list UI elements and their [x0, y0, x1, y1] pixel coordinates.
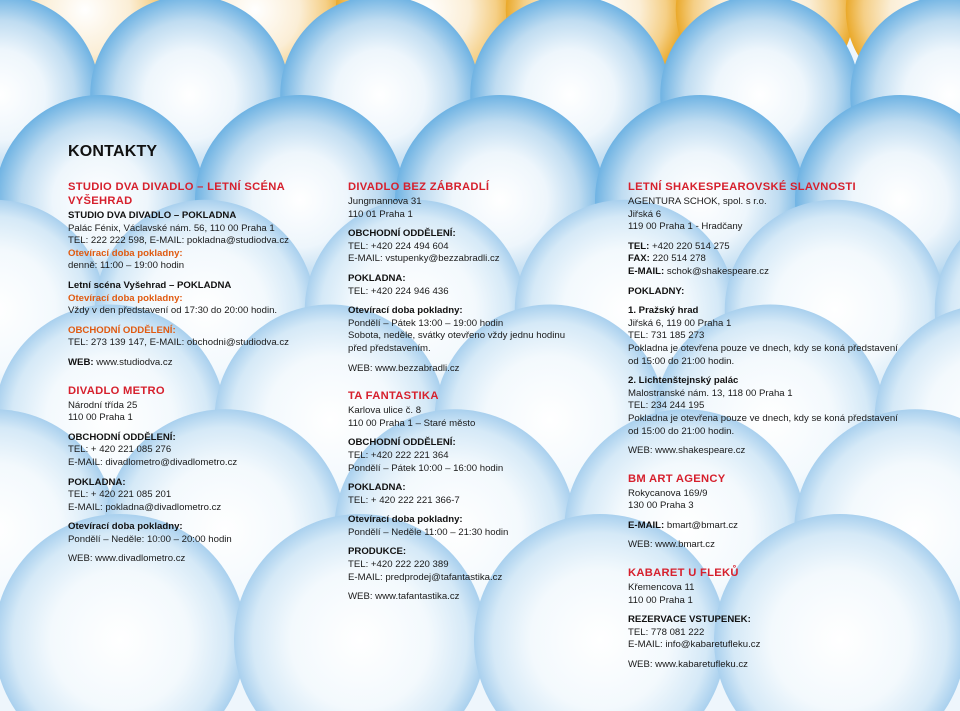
bm-address-2: 130 00 Praha 3: [628, 500, 694, 512]
ta-obchod-tel: TEL: +420 222 221 364: [348, 449, 449, 461]
column-right: [628, 180, 918, 672]
metro-pokladna-tel: TEL: + 420 221 085 201: [68, 489, 172, 501]
ta-pokladna-tel: TEL: + 420 222 221 366-7: [348, 494, 460, 506]
kabaret-title: KABARET U FLEKŮ: [628, 567, 739, 580]
bez-pokladna-tel: TEL: +420 224 946 436: [348, 285, 449, 297]
shakespeare-address-2: 119 00 Praha 1 - Hradčany: [628, 221, 743, 233]
bez-obchod-email[interactable]: E-MAIL: vstupenky@bezzabradli.cz: [348, 253, 500, 265]
shakespeare-email: [628, 266, 918, 279]
bez-obchod-tel: TEL: +420 224 494 604: [348, 240, 449, 252]
ta-hours: Pondělí – Neděle 11:00 – 21:30 hodin: [348, 526, 509, 538]
kabaret-tel: TEL: 778 081 222: [628, 626, 705, 638]
bez-address-1: Jungmannova 31: [348, 196, 422, 207]
metro-hours: Pondělí – Neděle: 10:00 – 20:00 hodin: [68, 533, 232, 545]
bez-hours-heading: Otevírací doba pokladny:: [348, 305, 463, 317]
bez-zabradli-title: DIVADLO BEZ ZÁBRADLÍ: [348, 181, 490, 193]
bm-address-1: Rokycanova 169/9: [628, 487, 708, 499]
bez-hours-1: Pondělí – Pátek 13:00 – 19:00 hodin: [348, 317, 504, 329]
tel-label: TEL:: [628, 240, 650, 252]
email-label: E-MAIL:: [628, 265, 665, 277]
ta-produkce-heading: PRODUKCE:: [348, 546, 407, 558]
kabaret-rezervace-heading: REZERVACE VSTUPENEK:: [628, 614, 751, 626]
ta-pokladna-heading: POKLADNA:: [348, 482, 406, 494]
shakespeare-web[interactable]: WEB: www.shakespeare.cz: [628, 445, 746, 457]
metro-obchod-email[interactable]: E-MAIL: divadlometro@divadlometro.cz: [68, 456, 238, 468]
bm-email: [628, 520, 918, 533]
venue-1-tel: TEL: 731 185 273: [628, 330, 705, 342]
shakespeare-fax: [628, 253, 918, 266]
studio-hours: denně: 11:00 – 19:00 hodin: [68, 260, 185, 272]
bm-email-label: E-MAIL:: [628, 519, 665, 531]
column-middle: [348, 180, 608, 604]
metro-title: DIVADLO METRO: [68, 384, 165, 397]
venue-2-address: Malostranské nám. 13, 118 00 Praha 1: [628, 387, 793, 399]
venue-1-title: 1. Pražský hrad: [628, 305, 699, 317]
bm-art-title: BM ART AGENCY: [628, 472, 726, 485]
letni-scena-heading: Letní scéna Vyšehrad – POKLADNA: [68, 279, 232, 291]
studio-pokladna-heading: STUDIO DVA DIVADLO – POKLADNA: [68, 210, 237, 221]
ta-produkce-tel: TEL: +420 222 220 389: [348, 559, 449, 571]
page-title: KONTAKTY: [68, 143, 158, 160]
ta-address-2: 110 00 Praha 1 – Staré město: [348, 417, 476, 429]
venue-2-tel: TEL: 234 244 195: [628, 400, 705, 412]
column-left: [68, 180, 328, 566]
studio-obchod-heading: OBCHODNÍ ODDĚLENÍ:: [68, 324, 176, 336]
venue-1-address: Jiřská 6, 119 00 Praha 1: [628, 317, 732, 329]
studio-web-label: WEB:: [68, 356, 94, 368]
ta-fantastika-title: TA FANTASTIKA: [348, 390, 439, 403]
bez-obchod-heading: OBCHODNÍ ODDĚLENÍ:: [348, 228, 456, 240]
metro-address-2: 110 00 Praha 1: [68, 412, 133, 424]
bez-hours-2: Sobota, neděle, svátky otevřeno vždy jednu hodinu před představením.: [348, 330, 566, 354]
studio-hours-heading: Otevírací doba pokladny:: [68, 247, 183, 259]
letni-hours-heading: Otevírací doba pokladny:: [68, 292, 183, 304]
shakespeare-pokladny-heading: POKLADNY:: [628, 285, 685, 297]
bez-address-2: 110 01 Praha 1: [348, 208, 413, 220]
ta-produkce-email[interactable]: E-MAIL: predprodej@tafantastika.cz: [348, 571, 503, 583]
kabaret-address-1: Křemencova 11: [628, 582, 695, 594]
studio-dva-title: STUDIO DVA DIVADLO – LETNÍ SCÉNA VYŠEHRAD: [68, 181, 285, 207]
ta-obchod-hours: Pondělí – Pátek 10:00 – 16:00 hodin: [348, 462, 504, 474]
metro-obchod-tel: TEL: + 420 221 085 276: [68, 444, 172, 456]
ta-obchod-heading: OBCHODNÍ ODDĚLENÍ:: [348, 437, 456, 449]
metro-pokladna-heading: POKLADNA:: [68, 476, 126, 488]
studio-web: [68, 357, 328, 370]
metro-obchod-heading: OBCHODNÍ ODDĚLENÍ:: [68, 431, 176, 443]
metro-pokladna-email[interactable]: E-MAIL: pokladna@divadlometro.cz: [68, 501, 222, 513]
venue-2-note: Pokladna je otevřena pouze ve dnech, kdy se koná představení od 15:00 do 21:00 hodin.: [628, 412, 898, 437]
ta-web[interactable]: WEB: www.tafantastika.cz: [348, 591, 460, 603]
kabaret-email[interactable]: E-MAIL: info@kabaretufleku.cz: [628, 639, 761, 651]
email-value[interactable]: schok@shakespeare.cz: [666, 265, 769, 277]
studio-tel-email: TEL: 222 222 598, E-MAIL: pokladna@studiodva.cz: [68, 235, 289, 247]
kabaret-address-2: 110 00 Praha 1: [628, 594, 693, 606]
bm-email-value[interactable]: bmart@bmart.cz: [666, 519, 738, 531]
metro-hours-heading: Otevírací doba pokladny:: [68, 521, 183, 533]
ta-hours-heading: Otevírací doba pokladny:: [348, 514, 463, 526]
shakespeare-tel: [628, 241, 918, 254]
studio-obchod-contact: TEL: 273 139 147, E-MAIL: obchodni@studiodva.cz: [68, 337, 289, 349]
fax-value: 220 514 278: [652, 253, 706, 265]
studio-address: Palác Fénix, Václavské nám. 56, 110 00 Praha 1: [68, 222, 275, 234]
tel-value: +420 220 514 275: [652, 240, 730, 252]
venue-1-note: Pokladna je otevřena pouze ve dnech, kdy se koná představení od 15:00 do 21:00 hodin.: [628, 342, 898, 367]
shakespeare-address-1: Jiřská 6: [628, 208, 662, 220]
fax-label: FAX:: [628, 253, 650, 265]
studio-web-link[interactable]: www.studiodva.cz: [96, 356, 173, 368]
shakespeare-company: AGENTURA SCHOK, spol. s r.o.: [628, 196, 767, 207]
shakespeare-title: LETNÍ SHAKESPEAROVSKÉ SLAVNOSTI: [628, 181, 856, 193]
ta-address-1: Karlova ulice č. 8: [348, 405, 422, 417]
bez-web[interactable]: WEB: www.bezzabradli.cz: [348, 362, 460, 374]
letni-hours: Vždy v den představení od 17:30 do 20:00 hodin.: [68, 305, 278, 317]
metro-web[interactable]: WEB: www.divadlometro.cz: [68, 553, 186, 565]
kabaret-web[interactable]: WEB: www.kabaretufleku.cz: [628, 659, 748, 671]
metro-address-1: Národní třída 25: [68, 399, 138, 411]
venue-2-title: 2. Lichtenštejnský palác: [628, 375, 739, 387]
bm-web[interactable]: WEB: www.bmart.cz: [628, 539, 715, 551]
bez-pokladna-heading: POKLADNA:: [348, 272, 406, 284]
